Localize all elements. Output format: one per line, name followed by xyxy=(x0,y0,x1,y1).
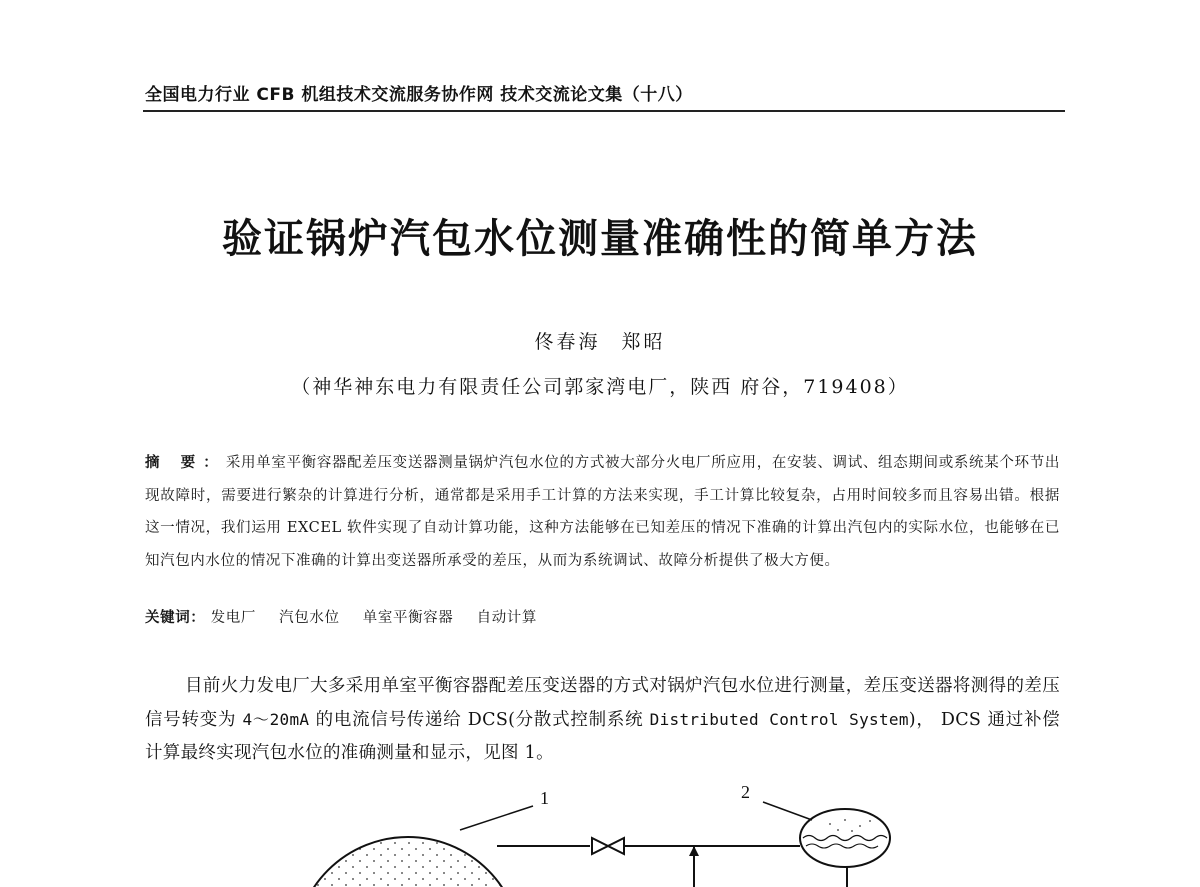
keyword-item: 单室平衡容器 xyxy=(362,610,454,626)
header-rule xyxy=(143,110,1065,112)
body-text-part2: 的电流信号传递给 DCS(分散式控制系统 xyxy=(309,710,650,730)
keyword-item: 自动计算 xyxy=(476,610,538,626)
figure-label-2: 2 xyxy=(741,782,750,802)
balance-vessel xyxy=(800,809,890,867)
boiler-drum xyxy=(295,837,521,887)
keywords xyxy=(145,606,1060,627)
body-paragraph xyxy=(145,670,1060,770)
running-header: 全国电力行业 CFB 机组技术交流服务协作网 技术交流论文集（十八） xyxy=(145,85,693,105)
figure-label-1: 1 xyxy=(540,788,549,808)
signal-range: 4～20mA xyxy=(242,710,310,729)
keyword-item: 发电厂 xyxy=(210,610,256,626)
body-text-part1: 目前火力发电厂大多采用单室平衡容器配差压变送器的方式对锅炉汽包水位进行测量，差压变送器将测得的差压信号转变为 xyxy=(145,676,1060,730)
impulse-arrow xyxy=(689,846,699,856)
body-text-part3: )， DCS 通过补偿计算最终实现汽包水位的准确测量和显示，见图 1。 xyxy=(145,710,1060,763)
authors: 佟春海 郑昭 xyxy=(534,331,666,353)
paper-title: 验证锅炉汽包水位测量准确性的简单方法 xyxy=(222,216,978,262)
label-2-leader xyxy=(763,802,812,820)
valve-icon xyxy=(592,838,624,854)
abstract-label: 摘 要： xyxy=(145,454,226,471)
dcs-english-name: Distributed Control System xyxy=(649,710,909,729)
keyword-item: 汽包水位 xyxy=(279,610,340,626)
figure-1 xyxy=(0,780,1200,887)
abstract-text: 采用单室平衡容器配差压变送器测量锅炉汽包水位的方式被大部分火电厂所应用，在安装、调试、组态期间或系统某个环节出现故障时，需要进行繁杂的计算进行分析，通常都是采用手工计算的方法来实现，手工计算比较复杂，占用时间较多而且容易出错。根据这一情况，我们运用 EXCEL 软件实现了自动计算功能，这种方法能够在已知差压的情况下准确的计算出汽包内的实际水位，也能够在已知汽包内水位的情况下准确的计算出变送器所承受的差压，从而为系统调试、故障分析提供了极大方便。 xyxy=(145,455,1060,569)
affiliation: （神华神东电力有限责任公司郭家湾电厂，陕西 府谷，719408） xyxy=(291,376,909,398)
figure-diagram xyxy=(0,780,1200,887)
keywords-label: 关键词： xyxy=(145,609,206,626)
label-1-leader xyxy=(460,806,533,830)
abstract xyxy=(145,447,1060,577)
